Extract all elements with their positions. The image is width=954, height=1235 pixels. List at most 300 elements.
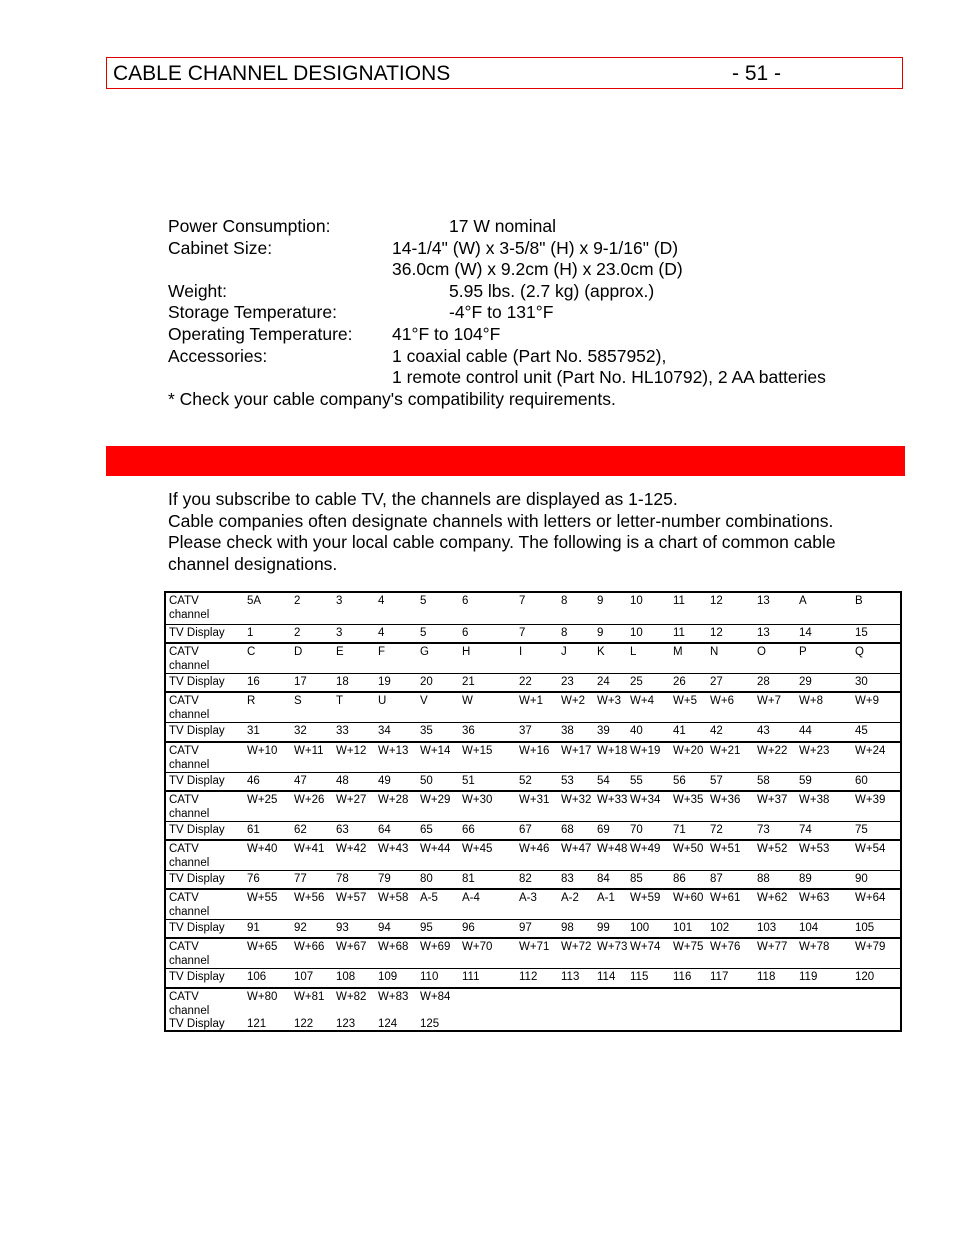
- tv-display-cell: 67: [519, 823, 532, 836]
- tv-display-cell: 102: [710, 922, 730, 935]
- catv-cell: W+78: [799, 941, 830, 954]
- tv-display-cell: 47: [294, 774, 307, 787]
- catv-cell: 10: [630, 595, 643, 607]
- catv-cell: 6: [462, 595, 469, 607]
- tv-display-cell: 69: [597, 823, 610, 836]
- catv-cell: W+68: [378, 941, 409, 954]
- tv-display-cell: 48: [336, 774, 349, 787]
- tv-display-cell: 87: [710, 873, 723, 885]
- catv-cell: R: [247, 695, 256, 708]
- tv-display-cell: 79: [378, 873, 391, 885]
- tv-display-cell: 26: [673, 676, 686, 689]
- catv-cell: W+43: [378, 843, 409, 855]
- tv-display-cell: 118: [757, 971, 776, 984]
- tv-display-row: [166, 624, 900, 640]
- tv-display-cell: 123: [336, 1017, 356, 1030]
- catv-cell: W+58: [378, 892, 409, 905]
- catv-cell: W+57: [336, 892, 367, 905]
- tv-display-cell: 89: [799, 873, 812, 885]
- tv-display-cell: 103: [757, 922, 777, 935]
- tv-display-cell: 60: [855, 774, 868, 787]
- tv-display-cell: 10: [630, 627, 643, 639]
- catv-cell: W+80: [247, 990, 278, 1003]
- catv-cell: W+5: [673, 695, 697, 708]
- tv-display-cell: 82: [519, 873, 532, 885]
- tv-display-cell: 12: [710, 627, 723, 639]
- spec-row: [168, 238, 908, 260]
- catv-cell: C: [247, 646, 256, 659]
- tv-display-cell: 40: [630, 725, 643, 738]
- spec-value: -4°F to 131°F: [449, 302, 554, 323]
- catv-cell: E: [336, 646, 344, 659]
- tv-display-cell: 34: [378, 725, 391, 738]
- catv-cell: W+71: [519, 941, 550, 954]
- catv-channel-row: [166, 937, 900, 970]
- catv-cell: W+77: [757, 941, 788, 954]
- catv-cell: W+32: [561, 793, 592, 806]
- catv-row-label: CATV channel: [169, 892, 210, 919]
- catv-cell: W+18: [597, 744, 628, 757]
- catv-row-label: CATV channel: [169, 990, 210, 1017]
- catv-row-label: CATV channel: [169, 843, 210, 869]
- catv-cell: W+10: [247, 744, 278, 757]
- tv-display-cell: 62: [294, 823, 307, 836]
- tv-display-cell: 90: [855, 873, 868, 885]
- tv-display-cell: 32: [294, 725, 307, 738]
- tv-display-cell: 38: [561, 725, 574, 738]
- tv-display-cell: 45: [855, 725, 868, 738]
- section-header: [106, 57, 903, 89]
- tv-display-cell: 24: [597, 676, 610, 689]
- catv-cell: W+39: [855, 793, 886, 806]
- catv-cell: W+52: [757, 843, 788, 855]
- intro-line: Cable companies often designate channels with letters or letter-number combinations.: [168, 510, 834, 531]
- tv-display-cell: 120: [855, 971, 875, 984]
- spec-value: 14-1/4" (W) x 3-5/8" (H) x 9-1/16" (D): [392, 237, 679, 258]
- catv-cell: W+76: [710, 941, 741, 954]
- tv-row-label: TV Display: [169, 676, 225, 689]
- catv-cell: W+16: [519, 744, 550, 757]
- catv-cell: 9: [597, 595, 604, 607]
- tv-display-cell: 96: [462, 922, 475, 935]
- spec-value: 36.0cm (W) x 9.2cm (H) x 23.0cm (D): [392, 259, 683, 280]
- tv-display-cell: 52: [519, 774, 532, 787]
- catv-cell: H: [462, 646, 471, 659]
- catv-cell: W+51: [710, 843, 741, 855]
- spec-row: [168, 346, 908, 368]
- tv-display-cell: 114: [597, 971, 616, 984]
- catv-cell: W+17: [561, 744, 592, 757]
- spec-value: 5.95 lbs. (2.7 kg) (approx.): [449, 280, 655, 301]
- tv-display-cell: 99: [597, 922, 610, 935]
- catv-cell: W+14: [420, 744, 451, 757]
- spec-row: [168, 216, 908, 238]
- tv-display-cell: 100: [630, 922, 650, 935]
- catv-cell: W+72: [561, 941, 592, 954]
- spec-label: Cabinet Size:: [168, 237, 273, 258]
- spec-row: [168, 367, 908, 389]
- tv-display-cell: 108: [336, 971, 356, 984]
- tv-display-cell: 61: [247, 823, 260, 836]
- specifications-list: [168, 216, 908, 410]
- tv-display-cell: 16: [247, 676, 260, 689]
- tv-display-cell: 28: [757, 676, 770, 689]
- catv-cell: W+61: [710, 892, 741, 905]
- catv-cell: N: [710, 646, 719, 659]
- catv-cell: W+48: [597, 843, 628, 855]
- catv-cell: 8: [561, 595, 568, 607]
- catv-row-label: CATV channel: [169, 744, 210, 771]
- catv-row-label: CATV channel: [169, 646, 210, 673]
- tv-display-cell: 43: [757, 725, 770, 738]
- catv-cell: 4: [378, 595, 385, 607]
- page-number: - 51 -: [732, 62, 782, 85]
- catv-cell: W+20: [673, 744, 704, 757]
- catv-cell: W+7: [757, 695, 781, 708]
- catv-cell: W+55: [247, 892, 278, 905]
- tv-display-cell: 125: [420, 1017, 440, 1030]
- catv-cell: W+24: [855, 744, 886, 757]
- catv-cell: W+47: [561, 843, 592, 855]
- catv-cell: W+62: [757, 892, 788, 905]
- catv-cell: W+64: [855, 892, 886, 905]
- tv-display-cell: 115: [630, 971, 649, 984]
- catv-cell: O: [757, 646, 766, 659]
- catv-row-label: CATV channel: [169, 695, 210, 722]
- tv-display-cell: 105: [855, 922, 875, 935]
- tv-display-cell: 54: [597, 774, 610, 787]
- catv-cell: W+4: [630, 695, 654, 708]
- catv-cell: 2: [294, 595, 301, 607]
- catv-cell: T: [336, 695, 344, 708]
- catv-cell: A-4: [462, 892, 480, 905]
- tv-display-cell: 110: [420, 971, 439, 984]
- tv-display-cell: 111: [462, 971, 480, 984]
- tv-display-cell: 124: [378, 1017, 398, 1030]
- tv-display-cell: 70: [630, 823, 643, 836]
- spec-row: [168, 302, 908, 324]
- catv-cell: W+50: [673, 843, 704, 855]
- tv-display-cell: 59: [799, 774, 812, 787]
- spec-row: [168, 324, 908, 346]
- tv-display-cell: 119: [799, 971, 818, 984]
- channel-table: [164, 591, 902, 1032]
- catv-channel-row: [166, 691, 900, 724]
- tv-display-cell: 21: [462, 676, 475, 689]
- catv-cell: W+54: [855, 843, 886, 855]
- spec-row: [168, 259, 908, 281]
- tv-row-label: TV Display: [169, 725, 225, 738]
- catv-cell: 5: [420, 595, 427, 607]
- catv-channel-row: [166, 642, 900, 675]
- catv-channel-row: [166, 593, 900, 626]
- catv-cell: W+22: [757, 744, 788, 757]
- spec-value: 17 W nominal: [449, 216, 556, 236]
- catv-cell: W+34: [630, 793, 661, 806]
- tv-display-cell: 121: [247, 1017, 267, 1030]
- tv-display-cell: 71: [673, 823, 686, 836]
- catv-cell: W+75: [673, 941, 704, 954]
- catv-cell: W+70: [462, 941, 493, 954]
- catv-cell: B: [855, 595, 863, 607]
- tv-display-row: [166, 1016, 900, 1032]
- catv-cell: W+28: [378, 793, 409, 806]
- tv-display-cell: 74: [799, 823, 812, 836]
- tv-display-cell: 109: [378, 971, 398, 984]
- catv-channel-row: [166, 839, 900, 872]
- catv-cell: W+12: [336, 744, 367, 757]
- catv-cell: A-3: [519, 892, 537, 905]
- catv-cell: W+74: [630, 941, 661, 954]
- catv-cell: V: [420, 695, 428, 708]
- catv-cell: W+25: [247, 793, 278, 806]
- catv-cell: W+69: [420, 941, 451, 954]
- tv-display-cell: 18: [336, 676, 349, 689]
- tv-display-cell: 31: [247, 725, 260, 738]
- tv-row-label: TV Display: [169, 1017, 225, 1030]
- catv-cell: 3: [336, 595, 343, 607]
- catv-cell: W+49: [630, 843, 661, 855]
- tv-display-cell: 25: [630, 676, 643, 689]
- tv-display-cell: 42: [710, 725, 723, 738]
- catv-cell: W+11: [294, 744, 324, 757]
- catv-cell: W+81: [294, 990, 325, 1003]
- spec-value: 1 remote control unit (Part No. HL10792), 2 AA batteries: [392, 367, 826, 388]
- catv-channel-row: [166, 790, 900, 823]
- spec-value: 1 coaxial cable (Part No. 5857952),: [392, 345, 667, 366]
- spec-value: 41°F to 104°F: [392, 323, 501, 344]
- tv-display-cell: 29: [799, 676, 812, 689]
- tv-display-cell: 39: [597, 725, 610, 738]
- tv-display-row: [166, 968, 900, 984]
- tv-display-cell: 1: [247, 627, 254, 639]
- tv-display-cell: 22: [519, 676, 532, 689]
- catv-cell: W+53: [799, 843, 830, 855]
- tv-display-cell: 77: [294, 873, 307, 885]
- catv-cell: W+67: [336, 941, 367, 954]
- tv-display-cell: 53: [561, 774, 574, 787]
- tv-display-cell: 85: [630, 873, 643, 885]
- catv-cell: W+45: [462, 843, 493, 855]
- catv-cell: 7: [519, 595, 526, 607]
- catv-cell: W+79: [855, 941, 886, 954]
- spec-label: Power Consumption:: [168, 216, 331, 236]
- catv-cell: W+66: [294, 941, 325, 954]
- catv-cell: W+26: [294, 793, 325, 806]
- catv-cell: W+37: [757, 793, 788, 806]
- tv-display-cell: 46: [247, 774, 260, 787]
- catv-cell: W+23: [799, 744, 830, 757]
- intro-line: Please check with your local cable company. The following is a chart of common cable: [168, 532, 836, 553]
- tv-display-cell: 65: [420, 823, 433, 836]
- tv-display-cell: 13: [757, 627, 770, 639]
- section-title: CABLE CHANNEL DESIGNATIONS: [113, 62, 451, 85]
- tv-display-row: [166, 772, 900, 788]
- tv-display-cell: 68: [561, 823, 574, 836]
- catv-cell: W+30: [462, 793, 493, 806]
- tv-display-cell: 93: [336, 922, 349, 935]
- tv-display-cell: 91: [247, 922, 260, 935]
- catv-cell: W+8: [799, 695, 823, 708]
- tv-display-cell: 98: [561, 922, 574, 935]
- catv-cell: W+38: [799, 793, 830, 806]
- tv-display-cell: 94: [378, 922, 391, 935]
- tv-display-cell: 116: [673, 971, 692, 984]
- tv-display-cell: 83: [561, 873, 574, 885]
- tv-display-cell: 17: [294, 676, 307, 689]
- catv-cell: W+84: [420, 990, 451, 1003]
- catv-cell: W+83: [378, 990, 409, 1003]
- tv-display-cell: 37: [519, 725, 532, 738]
- catv-cell: W+6: [710, 695, 734, 708]
- tv-display-cell: 2: [294, 627, 301, 639]
- catv-cell: W+40: [247, 843, 278, 855]
- catv-cell: W+65: [247, 941, 278, 954]
- tv-display-row: [166, 821, 900, 837]
- tv-row-label: TV Display: [169, 774, 225, 787]
- catv-cell: W+15: [462, 744, 493, 757]
- catv-cell: 12: [710, 595, 723, 607]
- catv-channel-row: [166, 888, 900, 921]
- catv-cell: W+19: [630, 744, 661, 757]
- tv-display-cell: 112: [519, 971, 538, 984]
- catv-cell: 5A: [247, 595, 262, 607]
- catv-cell: W+31: [519, 793, 550, 806]
- tv-display-cell: 75: [855, 823, 868, 836]
- tv-display-cell: 36: [462, 725, 475, 738]
- tv-display-cell: 4: [378, 627, 385, 639]
- catv-cell: W+60: [673, 892, 704, 905]
- tv-display-cell: 8: [561, 627, 568, 639]
- tv-row-label: TV Display: [169, 873, 225, 885]
- tv-display-row: [166, 870, 900, 886]
- tv-row-label: TV Display: [169, 627, 225, 639]
- catv-cell: P: [799, 646, 807, 659]
- tv-display-cell: 106: [247, 971, 267, 984]
- tv-display-cell: 50: [420, 774, 433, 787]
- tv-display-cell: 122: [294, 1017, 314, 1030]
- tv-display-cell: 113: [561, 971, 580, 984]
- tv-display-cell: 11: [673, 627, 685, 639]
- catv-cell: 11: [673, 595, 685, 607]
- tv-display-cell: 20: [420, 676, 433, 689]
- tv-display-cell: 92: [294, 922, 307, 935]
- catv-cell: U: [378, 695, 387, 708]
- catv-cell: W+46: [519, 843, 550, 855]
- catv-cell: W+41: [294, 843, 325, 855]
- tv-row-label: TV Display: [169, 971, 225, 984]
- catv-cell: A-5: [420, 892, 438, 905]
- catv-cell: W: [462, 695, 473, 708]
- catv-cell: D: [294, 646, 303, 659]
- catv-cell: W+9: [855, 695, 879, 708]
- tv-display-cell: 27: [710, 676, 723, 689]
- compatibility-note: * Check your cable company's compatibility requirements.: [168, 388, 616, 409]
- catv-row-label: CATV channel: [169, 595, 210, 621]
- tv-display-cell: 33: [336, 725, 349, 738]
- tv-display-cell: 101: [673, 922, 693, 935]
- catv-cell: W+44: [420, 843, 451, 855]
- tv-display-cell: 86: [673, 873, 686, 885]
- catv-cell: W+35: [673, 793, 704, 806]
- spec-label: Operating Temperature:: [168, 323, 353, 344]
- tv-display-cell: 51: [462, 774, 475, 787]
- catv-cell: F: [378, 646, 386, 659]
- tv-display-cell: 117: [710, 971, 729, 984]
- catv-cell: W+42: [336, 843, 367, 855]
- tv-display-cell: 78: [336, 873, 349, 885]
- tv-display-cell: 63: [336, 823, 349, 836]
- catv-cell: A: [799, 595, 807, 607]
- catv-cell: W+1: [519, 695, 543, 708]
- catv-cell: Q: [855, 646, 864, 659]
- intro-text: [168, 489, 898, 575]
- catv-cell: W+13: [378, 744, 409, 757]
- tv-display-row: [166, 919, 900, 935]
- tv-display-cell: 6: [462, 627, 469, 639]
- tv-display-cell: 49: [378, 774, 391, 787]
- catv-cell: W+59: [630, 892, 661, 905]
- catv-cell: W+33: [597, 793, 628, 806]
- catv-row-label: CATV channel: [169, 941, 210, 968]
- tv-display-cell: 66: [462, 823, 475, 836]
- tv-display-cell: 30: [855, 676, 868, 689]
- catv-cell: S: [294, 695, 302, 708]
- tv-display-cell: 56: [673, 774, 686, 787]
- catv-cell: W+27: [336, 793, 367, 806]
- catv-cell: W+2: [561, 695, 585, 708]
- tv-display-cell: 55: [630, 774, 643, 787]
- catv-cell: W+21: [710, 744, 741, 757]
- catv-cell: K: [597, 646, 605, 659]
- section-divider-bar: [106, 446, 905, 476]
- tv-display-cell: 15: [855, 627, 868, 639]
- tv-display-cell: 41: [673, 725, 686, 738]
- catv-cell: M: [673, 646, 683, 659]
- spec-label: Accessories:: [168, 345, 268, 366]
- tv-display-cell: 5: [420, 627, 427, 639]
- catv-cell: W+29: [420, 793, 451, 806]
- tv-display-cell: 107: [294, 971, 314, 984]
- catv-row-label: CATV channel: [169, 793, 210, 820]
- tv-display-cell: 64: [378, 823, 391, 836]
- tv-display-cell: 58: [757, 774, 770, 787]
- catv-cell: J: [561, 646, 567, 659]
- tv-display-cell: 19: [378, 676, 391, 689]
- tv-row-label: TV Display: [169, 823, 225, 836]
- catv-cell: W+82: [336, 990, 367, 1003]
- catv-cell: A-2: [561, 892, 579, 905]
- tv-display-cell: 23: [561, 676, 574, 689]
- tv-display-cell: 14: [799, 627, 812, 639]
- tv-display-cell: 76: [247, 873, 260, 885]
- spec-label: Weight:: [168, 280, 228, 301]
- tv-display-cell: 72: [710, 823, 723, 836]
- catv-cell: I: [519, 646, 523, 659]
- tv-display-cell: 104: [799, 922, 819, 935]
- tv-display-cell: 97: [519, 922, 532, 935]
- tv-row-label: TV Display: [169, 922, 225, 935]
- tv-display-cell: 35: [420, 725, 433, 738]
- catv-cell: W+73: [597, 941, 628, 954]
- tv-display-cell: 7: [519, 627, 526, 639]
- tv-display-cell: 44: [799, 725, 812, 738]
- tv-display-row: [166, 722, 900, 738]
- tv-display-cell: 3: [336, 627, 343, 639]
- intro-line: If you subscribe to cable TV, the channels are displayed as 1-125.: [168, 489, 678, 509]
- tv-display-cell: 73: [757, 823, 770, 836]
- tv-display-cell: 57: [710, 774, 723, 787]
